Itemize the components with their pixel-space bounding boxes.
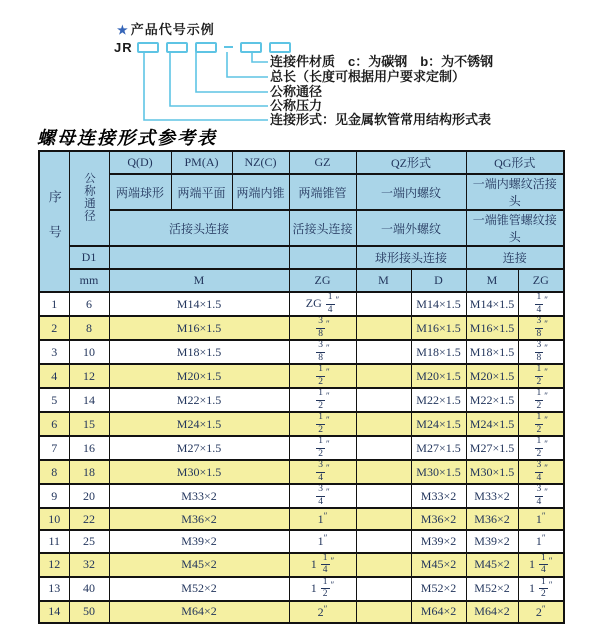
header-gz-union-connection: 活接头连接 xyxy=(289,210,356,246)
cell-gz: 1 $\frac{1}{2}$ ″ xyxy=(289,577,356,601)
cell-qg-m: M45×2 xyxy=(466,553,518,577)
header-qg-form: QG形式 xyxy=(466,151,564,174)
leader-line xyxy=(227,52,268,77)
header-m: M xyxy=(109,269,289,292)
cell-qg-zg: $\frac{1}{2}$ ″ xyxy=(518,436,564,460)
table-body xyxy=(39,292,564,623)
cell-qz-d: M52×2 xyxy=(411,577,466,601)
header-qz-d: D xyxy=(411,269,466,292)
label-total-length: 总长（长度可根据用户要求定制） xyxy=(270,69,466,84)
cell-qg-m: M20×1.5 xyxy=(466,364,518,388)
cell-serial: 2 xyxy=(39,316,69,340)
table-row xyxy=(39,292,564,316)
header-d1: D1 xyxy=(69,246,109,269)
cell-qz-m xyxy=(356,292,411,316)
cell-qg-zg: $\frac{1}{2}$ ″ xyxy=(518,412,564,436)
header-qz-desc2: 一端外螺纹 xyxy=(356,210,466,246)
cell-qg-zg: $\frac{1}{2}$ ″ xyxy=(518,388,564,412)
cell-serial: 6 xyxy=(39,412,69,436)
cell-qz-m xyxy=(356,388,411,412)
cell-qz-d: M39×2 xyxy=(411,530,466,552)
header-qz-m: M xyxy=(356,269,411,292)
leader-line xyxy=(170,52,268,106)
header-serial: 序号 xyxy=(39,151,69,292)
cell-m: M24×1.5 xyxy=(109,412,289,436)
cell-qg-zg: 1 $\frac{1}{4}$ ″ xyxy=(518,553,564,577)
cell-serial: 14 xyxy=(39,601,69,623)
cell-m: M27×1.5 xyxy=(109,436,289,460)
cell-gz: $\frac{1}{2}$ ″ xyxy=(289,364,356,388)
leader-line xyxy=(196,52,268,92)
header-pma-desc: 两端平面 xyxy=(171,174,232,210)
cell-qg-zg: $\frac{1}{2}$ ″ xyxy=(518,364,564,388)
product-code-row xyxy=(114,41,298,53)
table-row xyxy=(39,436,564,460)
cell-serial: 1 xyxy=(39,292,69,316)
cell-serial: 11 xyxy=(39,530,69,552)
cell-qg-m: M18×1.5 xyxy=(466,340,518,364)
cell-qg-m: M64×2 xyxy=(466,601,518,623)
leader-line xyxy=(144,52,268,120)
code-box-4 xyxy=(240,42,262,53)
cell-gz: 1″ xyxy=(289,508,356,530)
cell-serial: 4 xyxy=(39,364,69,388)
cell-m: M52×2 xyxy=(109,577,289,601)
cell-serial: 10 xyxy=(39,508,69,530)
cell-qz-m xyxy=(356,460,411,484)
cell-qg-zg: $\frac{3}{8}$ ″ xyxy=(518,340,564,364)
cell-gz: $\frac{1}{2}$ ″ xyxy=(289,412,356,436)
table-header xyxy=(39,151,564,292)
cell-qz-m xyxy=(356,601,411,623)
cell-serial: 13 xyxy=(39,577,69,601)
header-empty-left xyxy=(109,246,289,269)
cell-m: M18×1.5 xyxy=(109,340,289,364)
header-pma: PM(A) xyxy=(171,151,232,174)
cell-dn: 6 xyxy=(69,292,109,316)
table-row xyxy=(39,364,564,388)
cell-serial: 12 xyxy=(39,553,69,577)
label-nominal-diameter: 公称通径 xyxy=(270,84,323,99)
cell-m: M30×1.5 xyxy=(109,460,289,484)
table-row xyxy=(39,412,564,436)
cell-dn: 10 xyxy=(69,340,109,364)
label-connection-form: 连接形式：见金属软管常用结构形式表 xyxy=(270,112,492,127)
cell-qz-m xyxy=(356,508,411,530)
cell-gz: $\frac{3}{4}$ ″ xyxy=(289,484,356,508)
header-qz-form: QZ形式 xyxy=(356,151,466,174)
cell-gz: $\frac{3}{8}$ ″ xyxy=(289,340,356,364)
cell-qz-d: M22×1.5 xyxy=(411,388,466,412)
header-qg-m: M xyxy=(466,269,518,292)
cell-dn: 50 xyxy=(69,601,109,623)
cell-serial: 5 xyxy=(39,388,69,412)
cell-qg-zg: 1″ xyxy=(518,508,564,530)
table-row xyxy=(39,601,564,623)
cell-dn: 25 xyxy=(69,530,109,552)
code-dash xyxy=(224,46,233,48)
cell-dn: 32 xyxy=(69,553,109,577)
table-row xyxy=(39,484,564,508)
table-title: 螺母连接形式参考表 xyxy=(37,128,217,149)
cell-serial: 7 xyxy=(39,436,69,460)
header-qg-connection: 连接 xyxy=(466,246,564,269)
header-gz-desc: 两端锥管 xyxy=(289,174,356,210)
cell-m: M39×2 xyxy=(109,530,289,552)
table-row xyxy=(39,553,564,577)
cell-qz-m xyxy=(356,316,411,340)
cell-qz-d: M45×2 xyxy=(411,553,466,577)
cell-qz-d: M16×1.5 xyxy=(411,316,466,340)
cell-serial: 3 xyxy=(39,340,69,364)
cell-serial: 8 xyxy=(39,460,69,484)
header-qg-desc2: 一端锥管螺纹接头 xyxy=(466,210,564,246)
table-row xyxy=(39,530,564,552)
diagram-title-text: 产品代号示例 xyxy=(130,22,215,37)
cell-qg-m: M16×1.5 xyxy=(466,316,518,340)
cell-qg-m: M52×2 xyxy=(466,577,518,601)
cell-m: M14×1.5 xyxy=(109,292,289,316)
cell-qg-zg: $\frac{3}{4}$ ″ xyxy=(518,484,564,508)
table-row xyxy=(39,508,564,530)
cell-gz: 1 $\frac{1}{4}$ ″ xyxy=(289,553,356,577)
header-nominal-dia: 公称通径 xyxy=(69,151,109,246)
cell-qg-m: M24×1.5 xyxy=(466,412,518,436)
label-nominal-pressure: 公称压力 xyxy=(270,98,323,113)
cell-m: M20×1.5 xyxy=(109,364,289,388)
cell-qg-m: M30×1.5 xyxy=(466,460,518,484)
header-qz-desc1: 一端内螺纹 xyxy=(356,174,466,210)
cell-qz-m xyxy=(356,412,411,436)
cell-qz-d: M36×2 xyxy=(411,508,466,530)
cell-gz: 2″ xyxy=(289,601,356,623)
cell-qg-zg: 2″ xyxy=(518,601,564,623)
cell-qg-m: M39×2 xyxy=(466,530,518,552)
table-row xyxy=(39,316,564,340)
code-box-2 xyxy=(166,42,188,53)
cell-m: M22×1.5 xyxy=(109,388,289,412)
cell-dn: 40 xyxy=(69,577,109,601)
cell-qz-m xyxy=(356,340,411,364)
cell-qz-d: M24×1.5 xyxy=(411,412,466,436)
cell-qg-m: M14×1.5 xyxy=(466,292,518,316)
table-row xyxy=(39,460,564,484)
cell-gz: ZG $\frac{1}{4}$ ″ xyxy=(289,292,356,316)
cell-m: M36×2 xyxy=(109,508,289,530)
cell-m: M64×2 xyxy=(109,601,289,623)
header-gz: GZ xyxy=(289,151,356,174)
header-nzc-desc: 两端内锥 xyxy=(232,174,289,210)
star-icon: ★ xyxy=(117,23,129,37)
cell-qg-m: M27×1.5 xyxy=(466,436,518,460)
cell-dn: 15 xyxy=(69,412,109,436)
label-material: 连接件材质 c：为碳钢 b：为不锈钢 xyxy=(270,54,494,69)
cell-qz-d: M33×2 xyxy=(411,484,466,508)
cell-qz-d: M30×1.5 xyxy=(411,460,466,484)
header-union-connection: 活接头连接 xyxy=(109,210,289,246)
cell-dn: 16 xyxy=(69,436,109,460)
cell-qz-m xyxy=(356,553,411,577)
cell-qg-zg: 1 $\frac{1}{2}$ ″ xyxy=(518,577,564,601)
cell-serial: 9 xyxy=(39,484,69,508)
cell-qz-d: M27×1.5 xyxy=(411,436,466,460)
cell-qz-d: M64×2 xyxy=(411,601,466,623)
table-row xyxy=(39,388,564,412)
cell-m: M45×2 xyxy=(109,553,289,577)
cell-m: M33×2 xyxy=(109,484,289,508)
cell-dn: 14 xyxy=(69,388,109,412)
table-row xyxy=(39,340,564,364)
cell-qg-zg: $\frac{3}{8}$ ″ xyxy=(518,316,564,340)
code-box-3 xyxy=(195,42,217,53)
cell-qz-m xyxy=(356,484,411,508)
cell-qz-d: M18×1.5 xyxy=(411,340,466,364)
code-box-1 xyxy=(137,42,159,53)
code-box-5 xyxy=(269,42,291,53)
header-nzc: NZ(C) xyxy=(232,151,289,174)
header-mm: mm xyxy=(69,269,109,292)
cell-qz-m xyxy=(356,530,411,552)
cell-qg-m: M33×2 xyxy=(466,484,518,508)
cell-gz: $\frac{3}{4}$ ″ xyxy=(289,460,356,484)
cell-qg-zg: 1″ xyxy=(518,530,564,552)
cell-qz-d: M14×1.5 xyxy=(411,292,466,316)
cell-qz-m xyxy=(356,436,411,460)
cell-gz: $\frac{1}{2}$ ″ xyxy=(289,436,356,460)
cell-dn: 12 xyxy=(69,364,109,388)
cell-dn: 18 xyxy=(69,460,109,484)
cell-gz: 1″ xyxy=(289,530,356,552)
cell-gz: $\frac{3}{8}$ ″ xyxy=(289,316,356,340)
header-qd-desc: 两端球形 xyxy=(109,174,171,210)
nut-connection-table xyxy=(38,150,565,624)
cell-dn: 20 xyxy=(69,484,109,508)
header-qg-zg: ZG xyxy=(518,269,564,292)
cell-qg-m: M36×2 xyxy=(466,508,518,530)
cell-qg-zg: $\frac{3}{4}$ ″ xyxy=(518,460,564,484)
cell-m: M16×1.5 xyxy=(109,316,289,340)
cell-dn: 22 xyxy=(69,508,109,530)
header-qz-connection: 球形接头连接 xyxy=(356,246,466,269)
cell-qg-m: M22×1.5 xyxy=(466,388,518,412)
header-qd: Q(D) xyxy=(109,151,171,174)
header-qg-desc1: 一端内螺纹活接头 xyxy=(466,174,564,210)
cell-dn: 8 xyxy=(69,316,109,340)
diagram-title xyxy=(117,19,215,38)
cell-qz-d: M20×1.5 xyxy=(411,364,466,388)
cell-qz-m xyxy=(356,364,411,388)
code-prefix: JR xyxy=(114,39,133,55)
leader-line xyxy=(252,52,268,62)
header-empty-gz xyxy=(289,246,356,269)
cell-qg-zg: $\frac{1}{4}$ ″ xyxy=(518,292,564,316)
cell-gz: $\frac{1}{2}$ ″ xyxy=(289,388,356,412)
header-zg: ZG xyxy=(289,269,356,292)
table-row xyxy=(39,577,564,601)
cell-qz-m xyxy=(356,577,411,601)
